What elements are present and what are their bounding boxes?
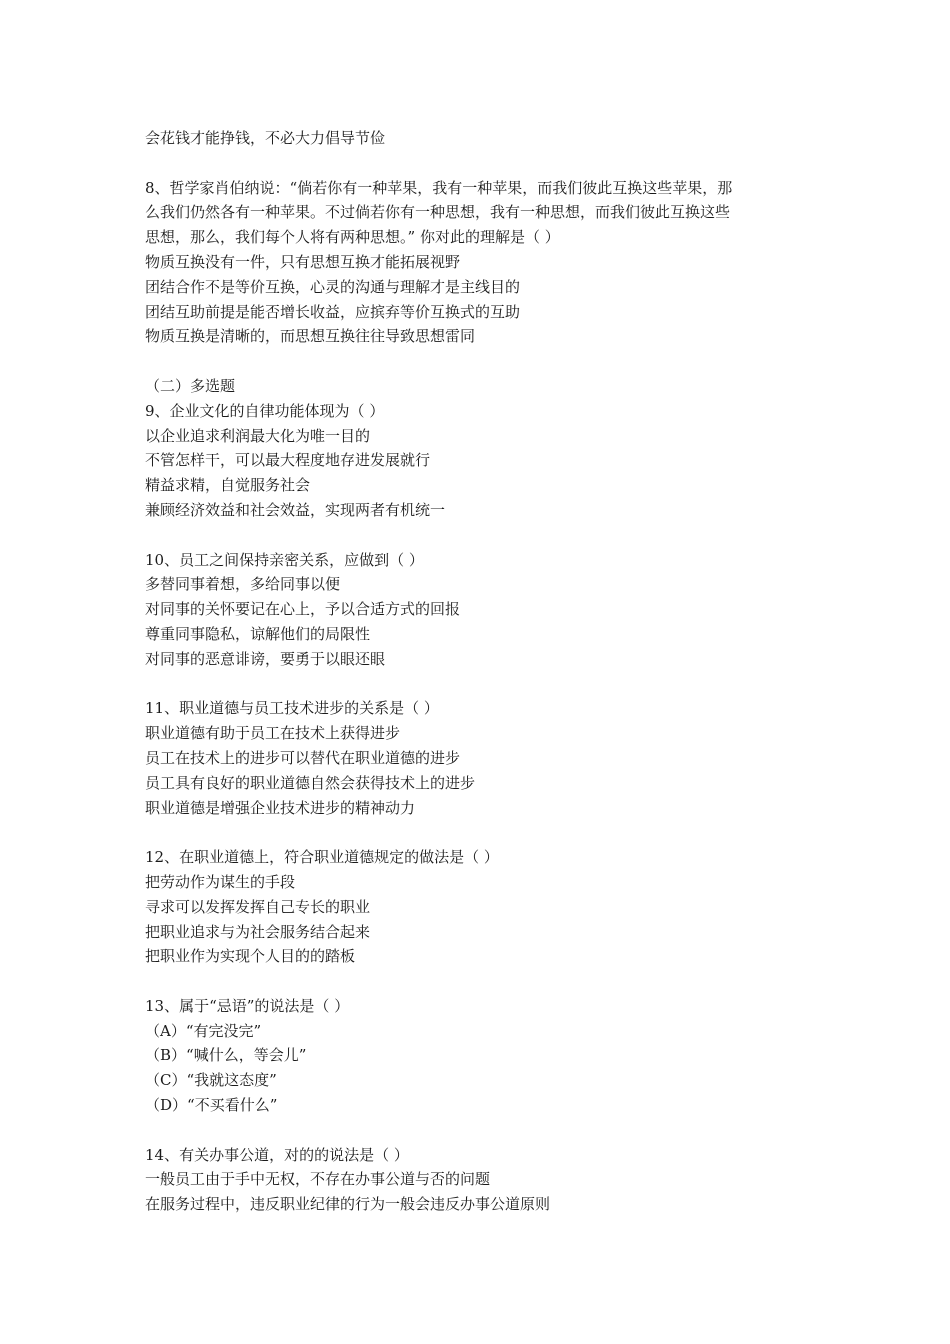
section-header: （二）多选题 bbox=[145, 376, 236, 395]
question-9 bbox=[145, 399, 815, 523]
question-text: 13、属于“忌语”的说法是（ ） bbox=[145, 996, 350, 1015]
option-line: 精益求精，自觉服务社会 bbox=[145, 476, 311, 495]
question-13 bbox=[145, 994, 815, 1118]
question-12 bbox=[145, 845, 815, 969]
option-line: 把职业作为实现个人目的的踏板 bbox=[145, 947, 356, 966]
blank-line bbox=[145, 151, 815, 176]
blank-line bbox=[145, 523, 815, 548]
option-line: 多替同事着想，多给同事以便 bbox=[145, 575, 341, 594]
blank-line bbox=[145, 1118, 815, 1143]
document-page bbox=[145, 126, 815, 1217]
option-line: 在服务过程中，违反职业纪律的行为一般会违反办事公道原则 bbox=[145, 1195, 551, 1214]
option-line: 对同事的恶意诽谤，要勇于以眼还眼 bbox=[145, 649, 386, 668]
option-line: 寻求可以发挥发挥自己专长的职业 bbox=[145, 897, 371, 916]
option-line: （B）“喊什么，等会儿” bbox=[145, 1046, 307, 1065]
option-line: 团结合作不是等价互换，心灵的沟通与理解才是主线目的 bbox=[145, 277, 521, 296]
option-line: 物质互换没有一件，只有思想互换才能拓展视野 bbox=[145, 252, 461, 271]
blank-line bbox=[145, 969, 815, 994]
blank-line bbox=[145, 672, 815, 697]
option-line: 把劳动作为谋生的手段 bbox=[145, 872, 296, 891]
option-line: 团结互助前提是能否增长收益，应摈弃等价互换式的互助 bbox=[145, 302, 521, 321]
option-line: 把职业追求与为社会服务结合起来 bbox=[145, 922, 371, 941]
option-line: 职业道德是增强企业技术进步的精神动力 bbox=[145, 798, 416, 817]
blank-line bbox=[145, 349, 815, 374]
blank-line bbox=[145, 820, 815, 845]
option-line: 员工具有良好的职业道德自然会获得技术上的进步 bbox=[145, 773, 476, 792]
intro-line: 会花钱才能挣钱，不必大力倡导节俭 bbox=[145, 129, 386, 147]
option-line: 一般员工由于手中无权，不存在办事公道与否的问题 bbox=[145, 1170, 491, 1189]
option-line: （C）“我就这态度” bbox=[145, 1071, 277, 1090]
question-10 bbox=[145, 548, 815, 672]
option-line: （A）“有完没完” bbox=[145, 1021, 262, 1040]
question-text: 10、员工之间保持亲密关系，应做到（ ） bbox=[145, 550, 424, 569]
option-line: （D）“不买看什么” bbox=[145, 1096, 278, 1115]
option-line: 以企业追求利润最大化为唯一目的 bbox=[145, 426, 371, 445]
question-text: 11、职业道德与员工技术进步的关系是（ ） bbox=[145, 699, 439, 718]
question-text-line: 思想，那么，我们每个人将有两种思想。” 你对此的理解是（ ） bbox=[145, 228, 560, 247]
question-text-line: 么我们仍然各有一种苹果。不过倘若你有一种思想，我有一种思想，而我们彼此互换这些 bbox=[145, 203, 731, 222]
question-8 bbox=[145, 176, 815, 350]
option-line: 职业道德有助于员工在技术上获得进步 bbox=[145, 724, 401, 743]
question-text: 9、企业文化的自律功能体现为（ ） bbox=[145, 401, 385, 420]
option-line: 兼顾经济效益和社会效益，实现两者有机统一 bbox=[145, 500, 446, 519]
option-line: 对同事的关怀要记在心上，予以合适方式的回报 bbox=[145, 600, 461, 619]
option-line: 尊重同事隐私，谅解他们的局限性 bbox=[145, 624, 371, 643]
question-14 bbox=[145, 1143, 815, 1217]
question-text: 14、有关办事公道，对的的说法是（ ） bbox=[145, 1145, 409, 1164]
option-line: 物质互换是清晰的，而思想互换往往导致思想雷同 bbox=[145, 327, 476, 346]
question-text: 12、在职业道德上，符合职业道德规定的做法是（ ） bbox=[145, 848, 499, 867]
option-line: 不管怎样干，可以最大程度地存进发展就行 bbox=[145, 451, 431, 470]
option-line: 员工在技术上的进步可以替代在职业道德的进步 bbox=[145, 748, 461, 767]
question-text-line: 8、哲学家肖伯纳说：“倘若你有一种苹果，我有一种苹果，而我们彼此互换这些苹果，那 bbox=[145, 178, 733, 197]
question-11 bbox=[145, 696, 815, 820]
